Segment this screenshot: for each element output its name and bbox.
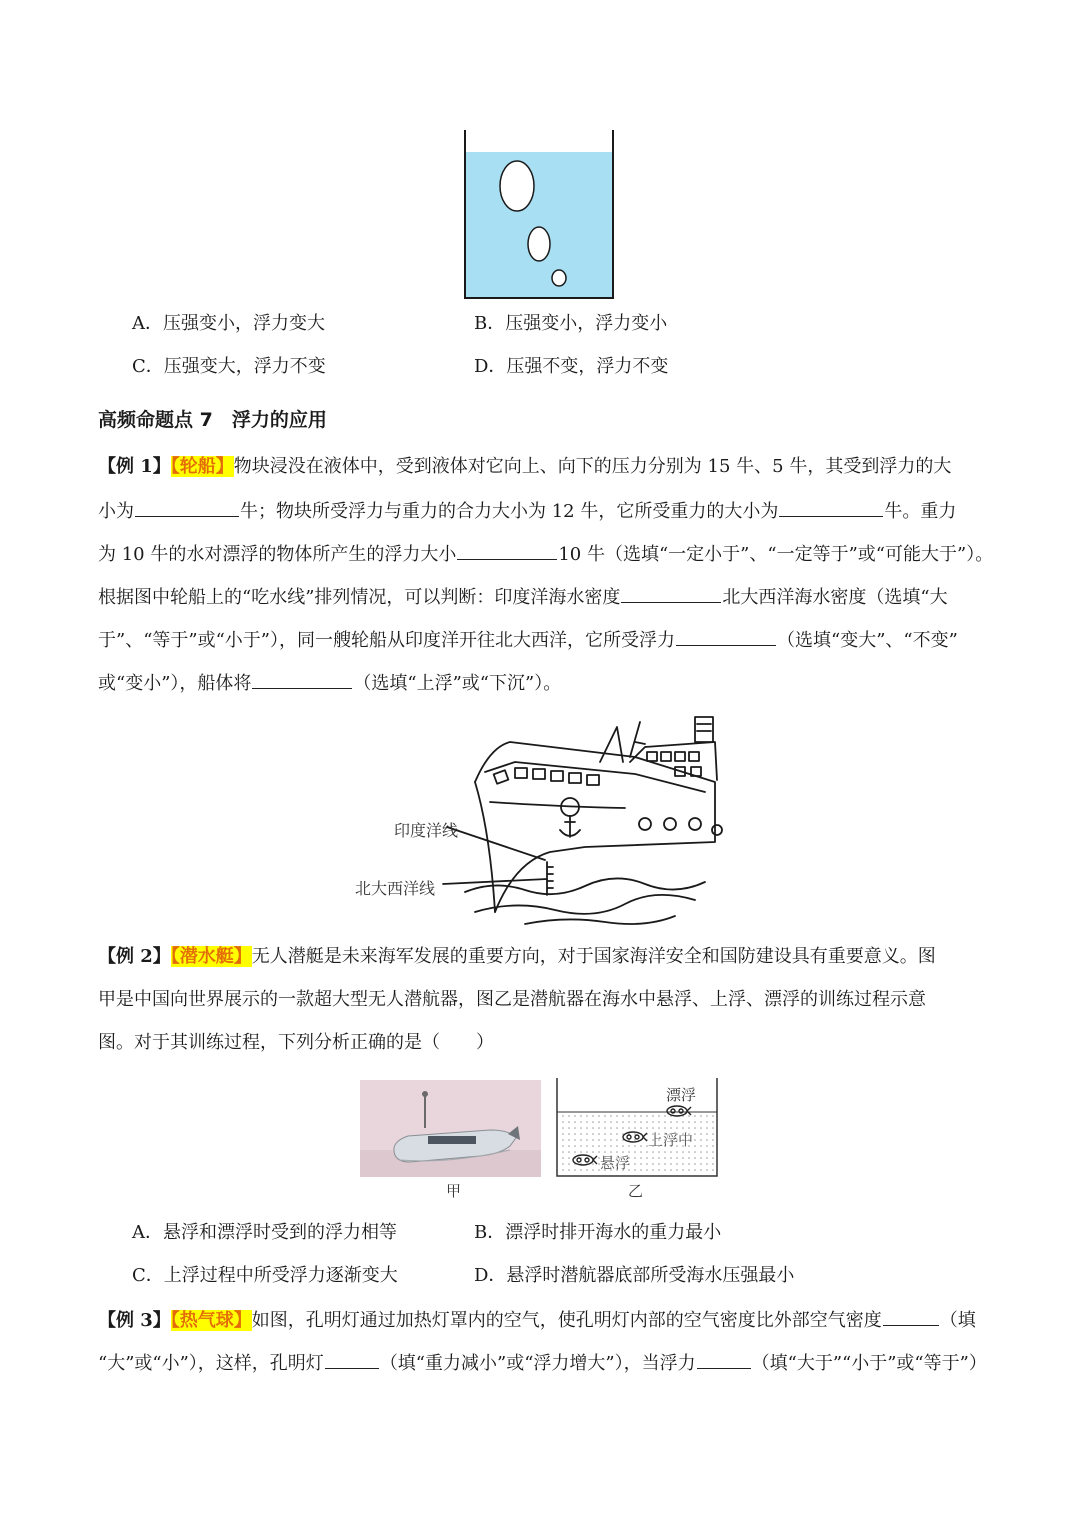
ex3-line-2 [98,1350,987,1376]
ex2-option-a: A．悬浮和漂浮时受到的浮力相等 [132,1222,397,1243]
ex3-line-1 [98,1307,976,1333]
prev-option-c: C．压强变大，浮力不变 [132,356,326,377]
prev-option-b: B．压强变小，浮力变小 [474,313,668,334]
ex1-label: 【例 1】 [98,456,171,477]
blank[interactable] [697,1350,751,1369]
ex1-text-6b: （选填“上浮”或“下沉”）。 [353,673,562,694]
ex3-text-2c: （填“大于”“小于”或“等于”） [751,1353,987,1374]
ex1-text-6a: 或“变小”），船体将 [98,673,252,694]
ex3-text-2a: “大”或“小”），这样，孔明灯 [98,1353,324,1374]
beaker-water [466,152,612,298]
wave-2 [475,895,695,914]
blank[interactable] [676,627,776,646]
label-rising: 上浮中 [648,1131,694,1149]
ex1-text-3a: 为 10 牛的水对漂浮的物体所产生的浮力大小 [98,544,457,565]
ship-figure [455,712,730,927]
ex1-line-3 [98,541,993,567]
blank[interactable] [621,584,721,603]
ex3-label: 【例 3】 [98,1310,171,1331]
ex1-line-1 [98,455,951,479]
ex3-text-1b: （填 [939,1310,976,1331]
bubble-large [500,161,534,211]
beaker-figure [462,128,616,302]
section-title: 高频命题点 7 浮力的应用 [98,409,327,431]
ex1-text-5a: 于”、“等于”或“小于”），同一艘轮船从印度洋开往北大西洋，它所受浮力 [98,630,676,651]
label-india-line: 印度洋线 [394,821,459,840]
ex2-label: 【例 2】 [98,946,171,967]
ex2-option-c: C．上浮过程中所受浮力逐渐变大 [132,1265,398,1286]
ex2-option-b: B．漂浮时排开海水的重力最小 [474,1222,722,1243]
bubble-small [552,270,566,286]
label-suspend: 悬浮 [600,1154,631,1172]
label-float: 漂浮 [666,1086,697,1104]
leader-india [447,827,545,860]
label-atlantic-line: 北大西洋线 [355,879,436,898]
leader-atlantic [443,879,547,884]
prev-option-d: D．压强不变，浮力不变 [474,356,669,377]
ex3-text-2b: （填“重力减小”或“浮力增大”），当浮力 [379,1353,696,1374]
blank[interactable] [325,1350,379,1369]
ex2-tag: 【潜水艇】 [170,946,252,967]
ex1-line-2 [98,498,956,524]
caption-a: 甲 [446,1182,462,1200]
ex1-text-2c: 牛。重力 [884,501,957,522]
blank[interactable] [135,498,239,517]
ex3-text-1a: 如图，孔明灯通过加热灯罩内的空气，使孔明灯内部的空气密度比外部空气密度 [251,1310,882,1331]
submarine-photo [360,1080,541,1177]
ex2-line-2: 甲是中国向世界展示的一款超大型无人潜航器，图乙是潜航器在海水中悬浮、上浮、漂浮的训练过程示意 [98,989,926,1010]
ex1-text-5b: （选填“变大”、“不变” [777,630,958,651]
ex1-text-1: 物块浸没在液体中，受到液体对它向上、向下的压力分别为 15 牛、5 牛，其受到浮力的大 [233,456,952,477]
ex2-line-1 [98,945,936,969]
ex2-option-d: D．悬浮时潜航器底部所受海水压强最小 [474,1265,795,1286]
ex1-text-4b: 北大西洋海水密度（选填“大 [722,587,948,608]
ex1-line-5 [98,627,958,653]
ex1-text-2b: 牛；物块所受浮力与重力的合力大小为 12 牛，它所受重力的大小为 [240,501,779,522]
ex2-line-3: 图。对于其训练过程，下列分析正确的是（ ） [98,1032,494,1053]
blank[interactable] [457,541,557,560]
blank[interactable] [883,1307,939,1326]
ex1-text-4a: 根据图中轮船上的“吃水线”排列情况，可以判断：印度洋海水密度 [98,587,621,608]
caption-b: 乙 [628,1182,644,1200]
ex2-text-1: 无人潜艇是未来海军发展的重要方向，对于国家海洋安全和国防建设具有重要意义。图 [251,946,936,967]
ex1-tag: 【轮船】 [170,456,234,477]
ex1-text-3b: 10 牛（选填“一定小于”、“一定等于”或“可能大于”）。 [558,544,994,565]
prev-option-a: A．压强变小，浮力变大 [132,313,325,334]
bubble-medium [528,227,550,261]
wave-3 [525,916,675,924]
blank[interactable] [779,498,883,517]
ex3-tag: 【热气球】 [170,1310,252,1331]
ex1-text-2a: 小为 [98,501,134,522]
ex1-line-6 [98,670,561,696]
ex1-line-4 [98,584,948,610]
blank[interactable] [252,670,352,689]
